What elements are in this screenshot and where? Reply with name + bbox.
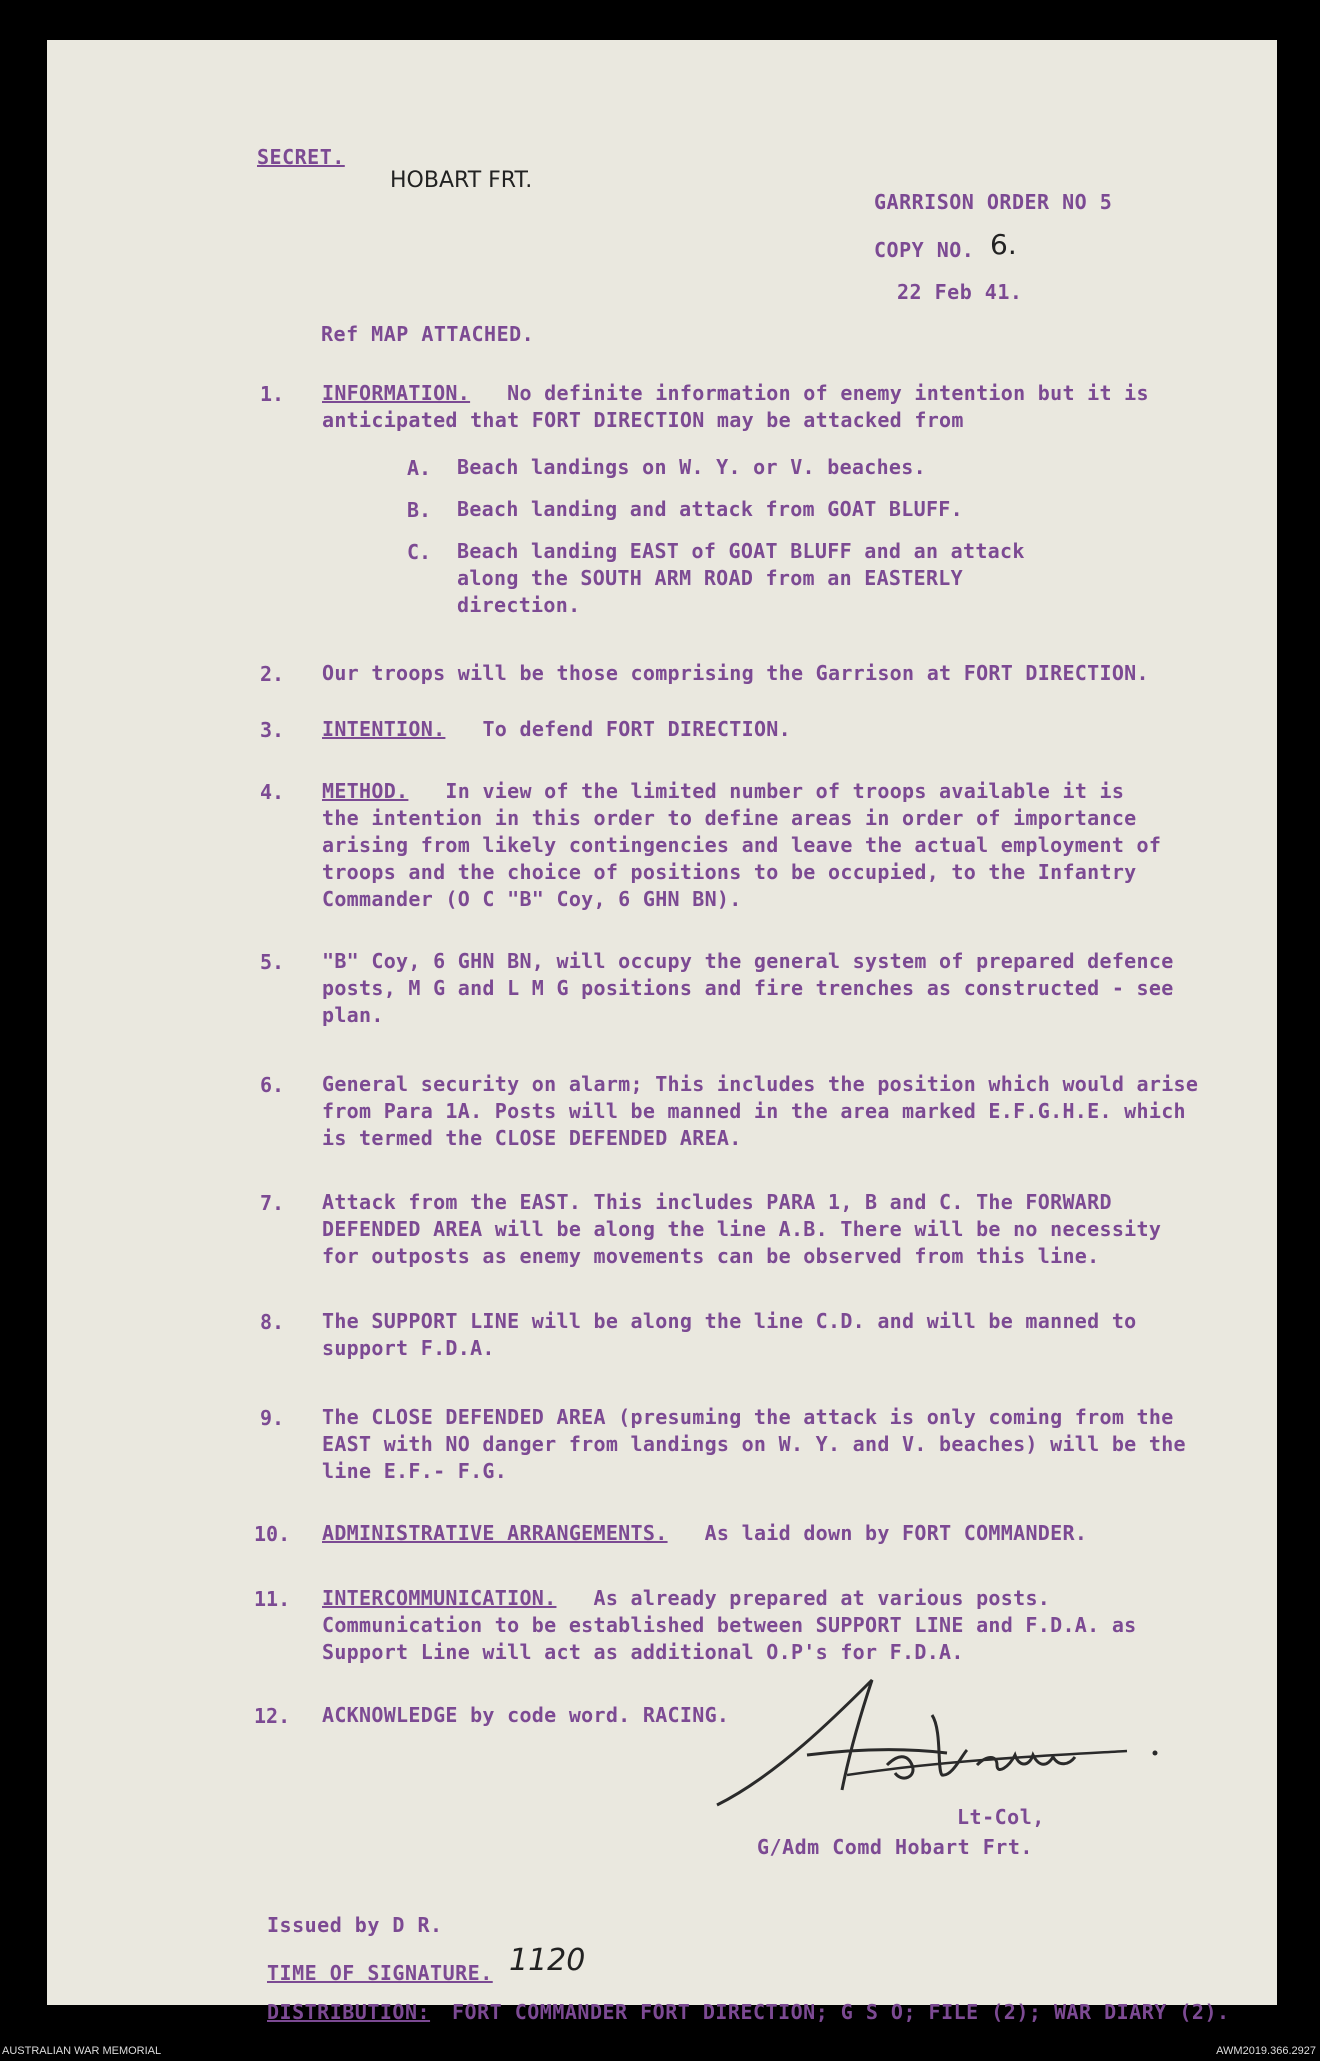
para-heading: ADMINISTRATIVE ARRANGEMENTS. <box>322 1521 668 1545</box>
document-page <box>47 40 1277 2024</box>
para-heading: INTERCOMMUNICATION. <box>322 1586 557 1610</box>
para-heading: INTENTION. <box>322 717 446 741</box>
para-3 <box>322 716 1202 743</box>
para-number: 9. <box>260 1406 285 1430</box>
para-11 <box>322 1585 1172 1666</box>
para-number: 1. <box>260 382 285 406</box>
subitem-b: Beach landing and attack from GOAT BLUFF. <box>457 497 963 521</box>
para-6: General security on alarm; This includes the position which would arise from Para 1A. Posts will be manned in the area marked E.F.G.H.E. which is termed the CLOSE DEFENDED AREA. <box>322 1072 1199 1150</box>
distribution-list: FORT COMMANDER FORT DIRECTION; G S O; FILE (2); WAR DIARY (2). <box>452 2000 1230 2024</box>
para-8: The SUPPORT LINE will be along the line C.D. and will be manned to support F.D.A. <box>322 1309 1137 1360</box>
copy-label: COPY NO. <box>874 238 975 262</box>
para-text: As already prepared at various posts. Communication to be established between SUPPORT LINE and F.D.A. as Support Line will act as additional O.P's for F.D.A. <box>322 1586 1137 1664</box>
para-number: 2. <box>260 662 285 686</box>
distribution-label: DISTRIBUTION: <box>267 2000 431 2024</box>
para-text: No definite information of enemy intention but it is anticipated that FORT DIRECTION may be attacked from <box>322 381 1149 432</box>
subitem-label: C. <box>407 540 432 564</box>
para-10 <box>322 1520 1202 1547</box>
para-2: Our troops will be those comprising the Garrison at FORT DIRECTION. <box>322 661 1149 685</box>
map-reference: Ref MAP ATTACHED. <box>321 322 535 346</box>
para-heading: INFORMATION. <box>322 381 471 405</box>
para-12: ACKNOWLEDGE by code word. RACING. <box>322 1703 730 1727</box>
para-5: "B" Coy, 6 GHN BN, will occupy the general system of prepared defence posts, M G and L M G positions and fire trenches as constructed - see plan. <box>322 949 1174 1027</box>
para-number: 5. <box>260 950 285 974</box>
para-number: 8. <box>260 1310 285 1334</box>
subitem-label: B. <box>407 498 432 522</box>
para-text: To defend FORT DIRECTION. <box>482 717 791 741</box>
subitem-a: Beach landings on W. Y. or V. beaches. <box>457 455 926 479</box>
para-text: As laid down by FORT COMMANDER. <box>704 1521 1088 1545</box>
para-number: 6. <box>260 1073 285 1097</box>
footer-right: AWM2019.366.2927 <box>1216 2045 1316 2057</box>
time-of-signature-value: 1120 <box>509 1943 586 1978</box>
para-number: 10. <box>254 1522 291 1546</box>
para-text: In view of the limited number of troops available it is the intention in this order to define areas in order of importance arising from likely contingencies and leave the actual employment of troops and the choice of positions to be occupied, to the Infantry Commander (O C "B" Coy, 6 GHN BN). <box>322 779 1162 911</box>
para-7: Attack from the EAST. This includes PARA 1, B and C. The FORWARD DEFENDED AREA will be along the line A.B. There will be no necessity for outposts as enemy movements can be observed from this line. <box>322 1190 1162 1268</box>
signatory-rank: Lt-Col, <box>957 1805 1045 1829</box>
para-number: 3. <box>260 718 285 742</box>
para-number: 12. <box>254 1704 291 1728</box>
issued-by: Issued by D R. <box>267 1913 443 1937</box>
signature-text: A.D. Lewis <box>197 1155 204 1156</box>
para-number: 4. <box>260 780 285 804</box>
para-heading: METHOD. <box>322 779 409 803</box>
para-4 <box>322 778 1172 913</box>
order-date: 22 Feb 41. <box>897 280 1023 304</box>
handwritten-location: HOBART FRT. <box>390 168 533 193</box>
copy-number: 6. <box>990 228 1017 261</box>
signatory-title: G/Adm Comd Hobart Frt. <box>757 1835 1033 1859</box>
para-number: 11. <box>254 1587 291 1611</box>
time-of-signature-label: TIME OF SIGNATURE. <box>267 1961 493 1985</box>
para-number: 7. <box>260 1191 285 1215</box>
classification: SECRET. <box>257 145 345 169</box>
para-1 <box>322 380 1152 434</box>
para-9: The CLOSE DEFENDED AREA (presuming the attack is only coming from the EAST with NO danger from landings on W. Y. and V. beaches) will be the line E.F.- F.G. <box>322 1405 1186 1483</box>
order-number: GARRISON ORDER NO 5 <box>874 190 1113 214</box>
subitem-label: A. <box>407 456 432 480</box>
subitem-c: Beach landing EAST of GOAT BLUFF and an attack along the SOUTH ARM ROAD from an EASTERLY direction. <box>457 539 1025 617</box>
footer-left: AUSTRALIAN WAR MEMORIAL <box>2 2045 162 2057</box>
